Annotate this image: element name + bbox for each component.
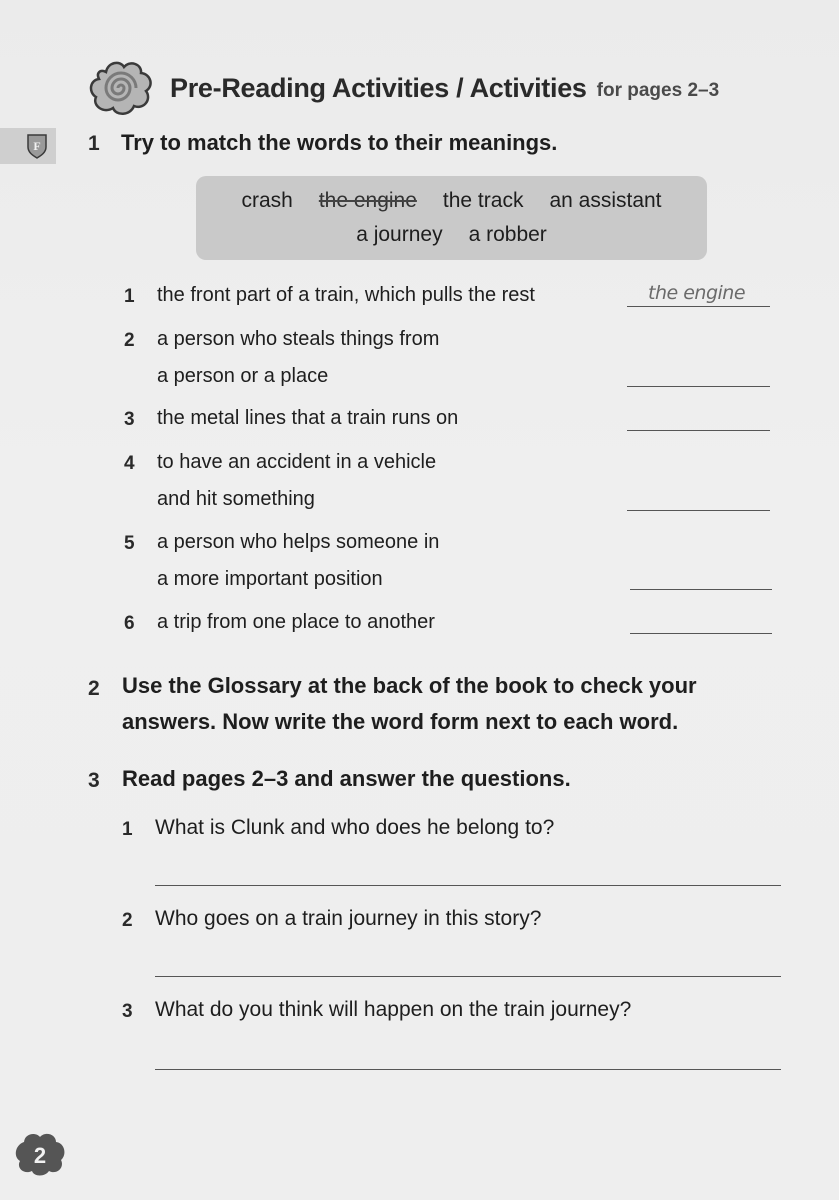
item-1-definition: the front part of a train, which pulls the rest (157, 284, 535, 306)
page-subtitle: for pages 2–3 (596, 80, 720, 101)
exercise-1-number: 1 (88, 132, 100, 155)
item-3-answer-blank[interactable] (627, 404, 770, 431)
item-2-definition-line2: a person or a place (157, 365, 329, 387)
word-the-engine-crossed: the engine (318, 189, 417, 212)
item-5-definition-line1: a person who helps someone in (157, 531, 440, 553)
question-1-answer-line[interactable] (155, 884, 781, 886)
item-4-definition-line1: to have an accident in a vehicle (157, 451, 437, 473)
item-4-definition-line2: and hit something (157, 488, 315, 510)
item-5-number: 5 (124, 533, 135, 554)
word-an-assistant: an assistant (549, 189, 662, 212)
item-6-answer-blank[interactable] (630, 607, 772, 634)
question-3-answer-line[interactable] (155, 1068, 781, 1070)
item-4-answer-blank[interactable] (627, 484, 770, 511)
item-6-definition: a trip from one place to another (157, 611, 435, 633)
item-2-number: 2 (124, 330, 135, 351)
word-a-journey: a journey (356, 223, 443, 246)
exercise-2-instruction-line1: Use the Glossary at the back of the book to check your (122, 673, 697, 698)
question-1-text: What is Clunk and who does he belong to? (155, 816, 555, 839)
word-the-track: the track (442, 189, 524, 212)
item-5-answer-blank[interactable] (630, 563, 772, 590)
item-3-number: 3 (124, 409, 135, 430)
exercise-1-instruction: Try to match the words to their meanings. (121, 130, 558, 155)
item-5-definition-line2: a more important position (157, 568, 383, 590)
item-1-answer-handwritten: the engine (648, 282, 746, 304)
item-6-number: 6 (124, 613, 135, 634)
page-header (86, 58, 719, 118)
page-number-badge (12, 1130, 68, 1176)
page-title: Pre-Reading Activities / Activities (170, 72, 587, 103)
exercise-2-number: 2 (88, 677, 100, 700)
item-2-answer-blank[interactable] (627, 360, 770, 387)
item-1-number: 1 (124, 286, 135, 307)
question-3-text: What do you think will happen on the train journey? (155, 998, 632, 1021)
svg-text:2: 2 (33, 1143, 47, 1168)
item-2-definition-line1: a person who steals things from (157, 328, 440, 350)
item-3-definition: the metal lines that a train runs on (157, 407, 459, 429)
word-box (196, 176, 707, 260)
word-a-robber: a robber (468, 223, 547, 246)
question-3-number: 3 (122, 1001, 133, 1022)
exercise-3-instruction: Read pages 2–3 and answer the questions. (122, 766, 571, 791)
question-2-text: Who goes on a train journey in this story? (155, 907, 542, 930)
shield-f-icon (26, 133, 48, 159)
item-4-number: 4 (124, 453, 135, 474)
exercise-2-instruction-line2: answers. Now write the word form next to each word. (122, 709, 679, 734)
margin-tab (0, 128, 56, 164)
question-2-number: 2 (122, 910, 133, 931)
spiral-flower-icon (86, 58, 156, 118)
question-2-answer-line[interactable] (155, 975, 781, 977)
exercise-3-number: 3 (88, 769, 100, 792)
question-1-number: 1 (122, 819, 133, 840)
word-crash: crash (241, 189, 293, 212)
svg-text:F: F (33, 139, 41, 153)
